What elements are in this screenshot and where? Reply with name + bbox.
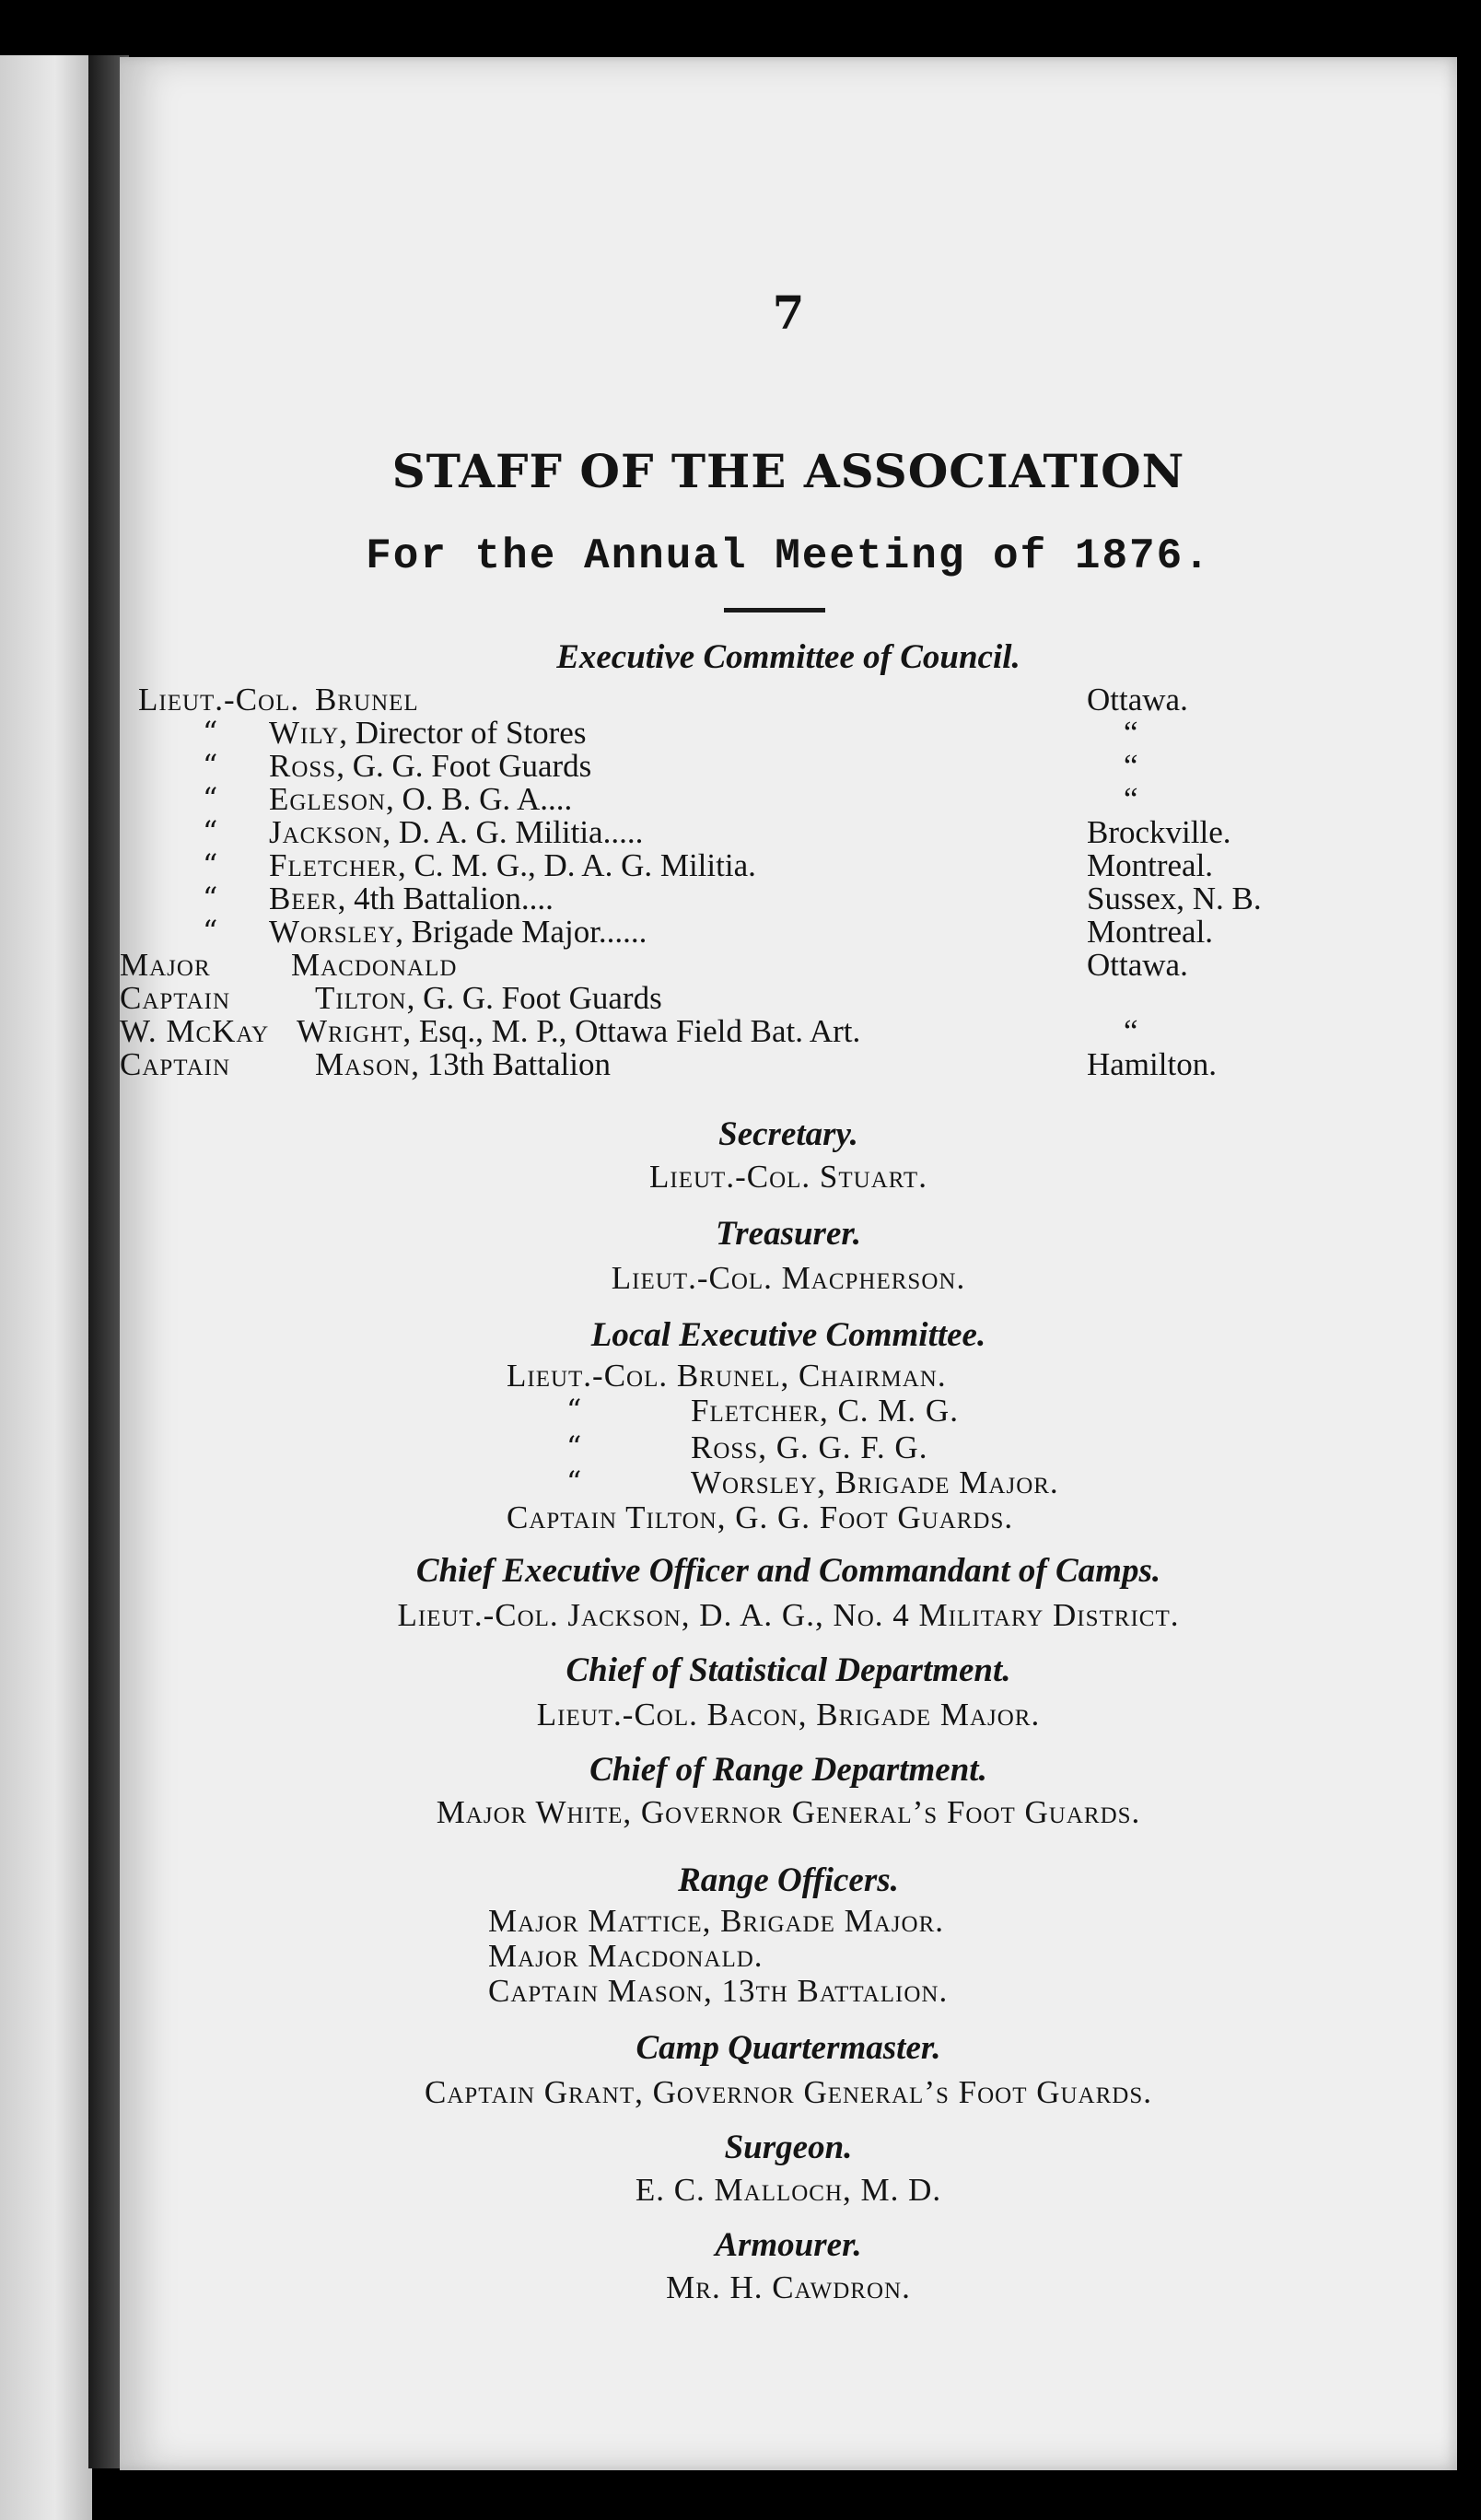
member-detail: , G. G. Foot Guards <box>336 748 592 784</box>
member-name <box>269 814 643 851</box>
member-detail: , C. M. G., D. A. G. Militia. <box>397 847 756 883</box>
range-chief-heading: Chief of Range Department. <box>589 1751 987 1789</box>
member-surname: Brunel <box>315 682 419 718</box>
local-line: Captain Tilton, G. G. Foot Guards. <box>507 1499 1014 1535</box>
local-line: Fletcher, C. M. G. <box>691 1393 959 1429</box>
member-surname: Beer <box>269 881 338 916</box>
member-name <box>297 1013 860 1050</box>
statistical-heading: Chief of Statistical Department. <box>566 1651 1011 1689</box>
member-detail: , G. G. Foot Guards <box>406 980 662 1016</box>
executive-heading: Executive Committee of Council. <box>556 638 1020 676</box>
treasurer-name: Lieut.-Col. Macpherson. <box>611 1260 966 1296</box>
statistical-name: Lieut.-Col. Bacon, Brigade Major. <box>536 1697 1041 1732</box>
member-surname: Tilton <box>315 980 407 1016</box>
ditto-mark: “ <box>203 781 218 816</box>
member-rank: W. McKay <box>120 1013 270 1049</box>
local-heading: Local Executive Committee. <box>590 1316 986 1354</box>
member-place: Ottawa. <box>1087 682 1188 718</box>
member-name <box>269 881 554 917</box>
member-name <box>269 914 647 951</box>
ditto-mark: “ <box>203 847 218 882</box>
member-name <box>315 682 419 718</box>
member-place: “ <box>1124 748 1138 784</box>
ditto-mark: “ <box>566 1464 582 1499</box>
quartermaster-name: Captain Grant, Governor General’s Foot Guards. <box>425 2074 1152 2110</box>
member-surname: Egleson <box>269 781 386 817</box>
range-officer-line: Captain Mason, 13th Battalion. <box>488 1973 949 2009</box>
treasurer-heading: Treasurer. <box>716 1215 861 1253</box>
member-rank: Major <box>120 947 211 983</box>
chief-exec-heading: Chief Executive Officer and Commandant of Camps. <box>415 1552 1161 1590</box>
page-subtitle: For the Annual Meeting of 1876. <box>366 532 1211 580</box>
member-name <box>315 1046 611 1083</box>
member-name <box>291 947 457 984</box>
quartermaster-heading: Camp Quartermaster. <box>636 2029 941 2067</box>
member-place: “ <box>1124 781 1138 817</box>
page-number: 7 <box>772 286 805 340</box>
member-surname: Macdonald <box>291 947 458 983</box>
range-officer-line: Major Macdonald. <box>488 1938 764 1974</box>
member-place: Ottawa. <box>1087 947 1188 983</box>
member-surname: Ross <box>269 748 337 784</box>
member-detail: , Brigade Major...... <box>395 914 647 950</box>
facing-page-edge <box>0 55 92 2520</box>
member-place: Brockville. <box>1087 814 1231 850</box>
member-name <box>315 980 662 1017</box>
local-line: Worsley, Brigade Major. <box>691 1464 1059 1500</box>
member-place: “ <box>1124 1013 1138 1049</box>
member-place: Montreal. <box>1087 847 1214 883</box>
ditto-mark: “ <box>203 748 218 783</box>
member-rank: Captain <box>120 1046 231 1082</box>
ditto-mark: “ <box>203 881 218 916</box>
page-title: STAFF OF THE ASSOCIATION <box>391 444 1185 498</box>
member-name <box>269 748 591 785</box>
surgeon-name: E. C. Malloch, M. D. <box>635 2172 942 2208</box>
member-surname: Wily <box>269 715 340 751</box>
member-place: Sussex, N. B. <box>1087 881 1262 916</box>
member-rank: Captain <box>120 980 231 1016</box>
member-name <box>269 847 756 884</box>
member-place: “ <box>1124 715 1138 751</box>
range-chief-name: Major White, Governor General’s Foot Guards. <box>436 1794 1141 1830</box>
member-place: Hamilton. <box>1087 1046 1217 1082</box>
member-detail: , D. A. G. Militia..... <box>382 814 644 850</box>
member-name <box>269 715 586 752</box>
ditto-mark: “ <box>566 1429 582 1464</box>
secretary-name: Lieut.-Col. Stuart. <box>649 1159 927 1195</box>
armourer-name: Mr. H. Cawdron. <box>666 2269 911 2305</box>
secretary-heading: Secretary. <box>718 1115 858 1153</box>
member-detail: , Esq., M. P., Ottawa Field Bat. Art. <box>402 1013 861 1049</box>
member-detail: , 4th Battalion.... <box>337 881 554 916</box>
member-surname: Wright <box>297 1013 403 1049</box>
page-content <box>120 57 1457 2470</box>
member-surname: Jackson <box>269 814 383 850</box>
range-officers-heading: Range Officers. <box>678 1861 899 1899</box>
ditto-mark: “ <box>566 1393 582 1428</box>
member-surname: Worsley <box>269 914 396 950</box>
member-surname: Fletcher <box>269 847 398 883</box>
title-rule <box>724 608 825 612</box>
local-line: Lieut.-Col. Brunel, Chairman. <box>507 1358 947 1394</box>
member-rank: Lieut.-Col. <box>138 682 300 718</box>
ditto-mark: “ <box>203 914 218 949</box>
armourer-heading: Armourer. <box>715 2226 862 2264</box>
local-line: Ross, G. G. F. G. <box>691 1429 928 1465</box>
member-name <box>269 781 572 818</box>
range-officer-line: Major Mattice, Brigade Major. <box>488 1903 945 1939</box>
surgeon-heading: Surgeon. <box>724 2129 853 2166</box>
ditto-mark: “ <box>203 814 218 849</box>
member-detail: , O. B. G. A.... <box>386 781 573 817</box>
member-place: Montreal. <box>1087 914 1214 950</box>
member-detail: , 13th Battalion <box>411 1046 611 1082</box>
chief-exec-name: Lieut.-Col. Jackson, D. A. G., No. 4 Military District. <box>397 1597 1180 1633</box>
book-page <box>120 57 1457 2470</box>
member-detail: , Director of Stores <box>339 715 587 751</box>
member-surname: Mason <box>315 1046 412 1082</box>
ditto-mark: “ <box>203 715 218 750</box>
